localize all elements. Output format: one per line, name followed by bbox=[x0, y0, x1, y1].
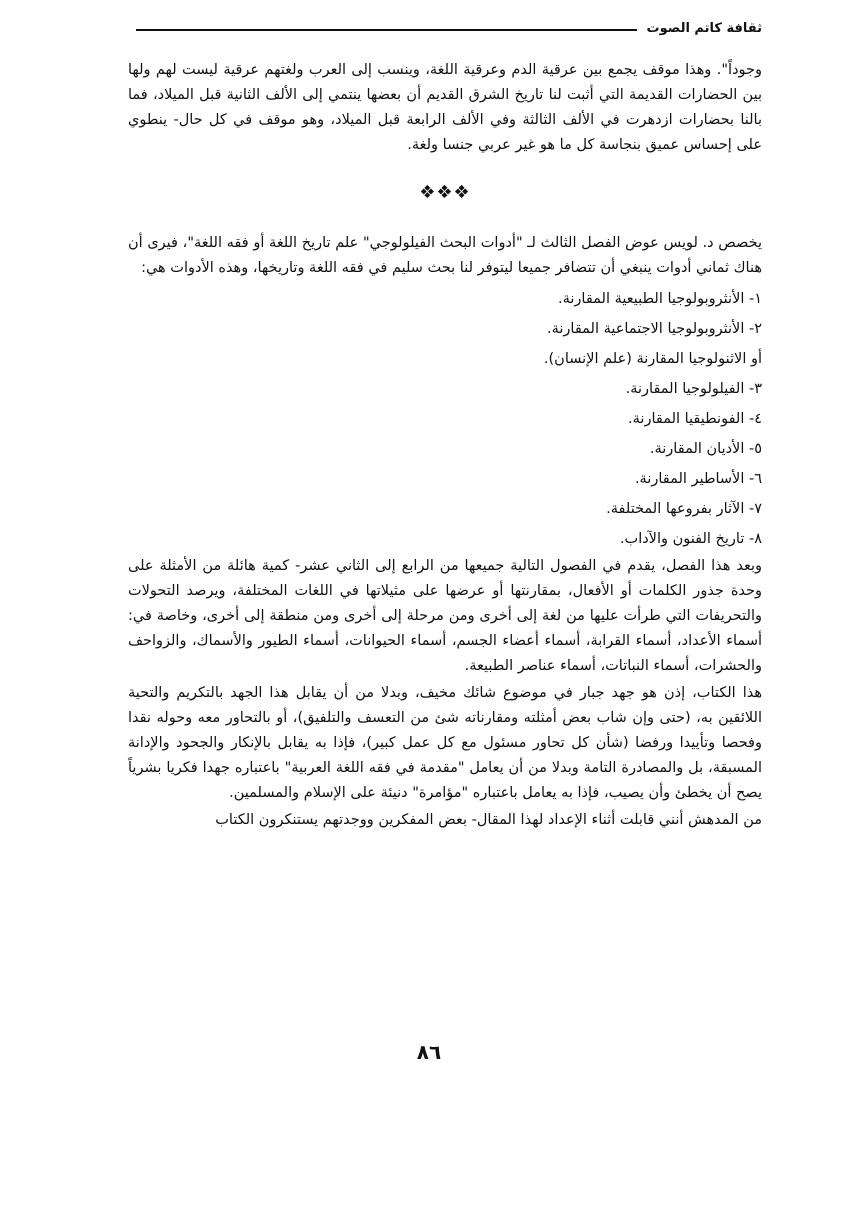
running-header bbox=[128, 16, 762, 40]
header-rule bbox=[164, 29, 637, 31]
header-title: ثقافة كاتم الصوت bbox=[646, 20, 762, 36]
paragraph-5: من المدهش أنني قابلت أثناء الإعداد لهذا المقال- بعض المفكرين ووجدتهم يستنكرون الكتاب bbox=[215, 812, 762, 828]
list-item: أو الاثنولوجيا المقارنة (علم الإنسان). bbox=[543, 351, 762, 367]
list-item: ٤- الفونطيقيا المقارنة. bbox=[628, 411, 762, 427]
list-item: ٢- الأنثروبولوجيا الاجتماعية المقارنة. bbox=[546, 321, 762, 337]
list-item: ٥- الأديان المقارنة. bbox=[649, 441, 762, 457]
paragraph-4: هذا الكتاب، إذن هو جهد جبار في موضوع شائك مخيف، وبدلا من أن يقابل هذا الجهد بالتكريم والتحية اللائقين به، (حتى وإن شاب بعض أمثلته ومقارناته شئ من التعسف والتلفيق)، أو بالتحاور معه وحوله نقدا وفحصا وتأييدا ورفضا (شأن كل تحاور مسئول مع كل عمل كبير)، فإذا به يقابل بالإنكار والجحود والإدانة المسبقة، بل والمصادرة التامة وبدلا من أن يعامل "مقدمة في فقه اللغة العربية" باعتباره جهدا فكريا بشرياً يصح أن يخطئ وأن يصيب، فإذا به يعامل باعتباره "مؤامرة" دنيئة على الإسلام والمسلمين. bbox=[128, 685, 762, 801]
list-item: ١- الأنثروبولوجيا الطبيعية المقارنة. bbox=[558, 291, 762, 307]
paragraph-1: وجوداً". وهذا موقف يجمع بين عرقية الدم وعرقية اللغة، وينسب إلى العرب ولغتهم عرقية ليست لهم ولها بين الحضارات القديمة التي أثبت لنا تاريخ الشرق القديم أن بعضها ينتمي إلى الألف الثانية قبل الميلاد، فما بالنا بحضارات ازدهرت في الألف الثالثة وفي الألف الرابعة قبل الميلاد، وهو موقف في كل حال- ينطوي على إحساس عميق بنجاسة كل ما هو غير عربي جنسا ولغة. bbox=[128, 62, 762, 153]
page-body bbox=[128, 58, 762, 833]
list-item: ٦- الأساطير المقارنة. bbox=[634, 471, 762, 487]
list-item: ٨- تاريخ الفنون والآداب. bbox=[619, 531, 762, 547]
tools-list bbox=[128, 284, 762, 554]
section-ornament: ❖❖❖ bbox=[419, 182, 471, 203]
list-item: ٣- الفيلولوجيا المقارنة. bbox=[625, 381, 762, 397]
paragraph-3: وبعد هذا الفصل، يقدم في الفصول التالية جميعها من الرابع إلى الثاني عشر- كمية هائلة من الأمثلة على وحدة جذور الكلمات أو الأفعال، بمقارنتها أو عرضها على مثيلاتها في اللغات المختلفة، ويرصد التحولات والتحريفات التي طرأت عليها من لغة إلى أخرى ومن مرحلة إلى أخرى ومن منطقة إلى أخرى، وخاصة في: أسماء الأعداد، أسماء القرابة، أسماء أعضاء الجسم، أسماء الحيوانات، أسماء الطيور والأسماك، والزواحف والحشرات، أسماء النباتات، أسماء عناصر الطبيعة. bbox=[128, 558, 762, 674]
page-number: ٨٦ bbox=[416, 1040, 442, 1064]
paragraph-2: يخصص د. لويس عوض الفصل الثالث لـ "أدوات البحث الفيلولوجي" علم تاريخ اللغة أو فقه اللغة"، فيرى أن هناك ثماني أدوات ينبغي أن تتضافر جميعا ليتوفر لنا بحث سليم في فقه اللغة وتاريخها، وهذه الأدوات هي: bbox=[128, 235, 762, 276]
header-dash bbox=[136, 29, 164, 31]
list-item: ٧- الآثار بفروعها المختلفة. bbox=[606, 501, 762, 517]
